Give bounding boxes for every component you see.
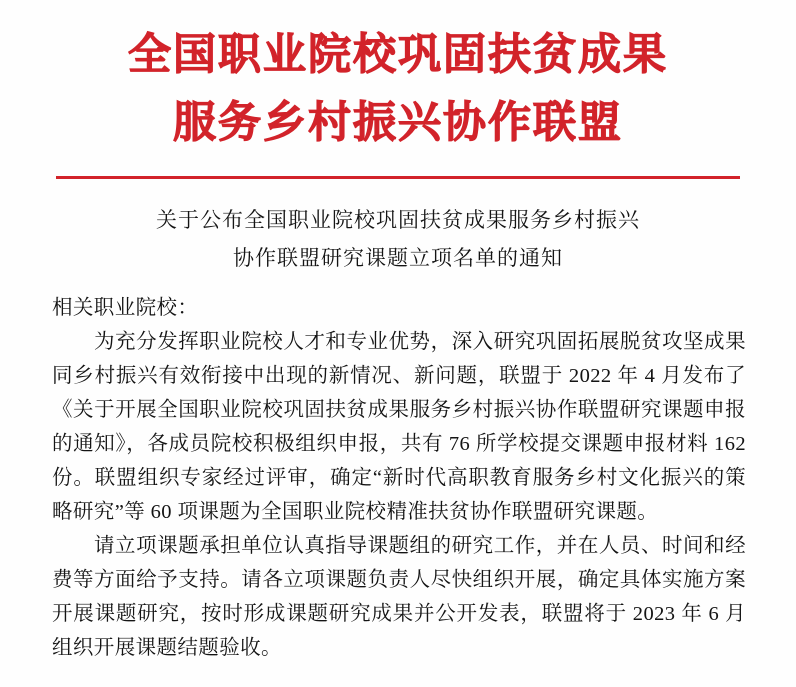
body-salutation: 相关职业院校：	[52, 297, 199, 319]
body-paragraph-2: 请立项课题承担单位认真指导课题组的研究工作，并在人员、时间和经费等方面给予支持。请各立项课题负责人尽快组织开展，确定具体实施方案开展课题研究，按时形成课题研究成果并公开发表，联盟将于 2023 年 6 月组织开展课题结题验收。	[52, 535, 746, 659]
masthead-line-1: 全国职业院校巩固扶贫成果	[128, 30, 668, 80]
document-title-line-2: 协作联盟研究课题立项名单的通知	[233, 246, 563, 270]
body-paragraph-1: 为充分发挥职业院校人才和专业优势，深入研究巩固拓展脱贫攻坚成果同乡村振兴有效衔接中出现的新情况、新问题，联盟于 2022 年 4 月发布了《关于开展全国职业院校巩固扶贫成果服务乡村振兴协作联盟研究课题申报的通知》，各成员院校积极组织申报，共有 76 所学校提交课题申报材料 162 份。联盟组织专家经过评审，确定“新时代高职教育服务乡村文化振兴的策略研究”等 60 项课题为全国职业院校精准扶贫协作联盟研究课题。	[52, 331, 746, 523]
document-title-line-1: 关于公布全国职业院校巩固扶贫成果服务乡村振兴	[156, 208, 640, 232]
document-masthead	[50, 0, 746, 154]
masthead-line-2: 服务乡村振兴协作联盟	[173, 98, 623, 148]
header-divider-rule	[56, 176, 740, 179]
document-title	[50, 201, 746, 277]
document-body	[50, 291, 746, 665]
